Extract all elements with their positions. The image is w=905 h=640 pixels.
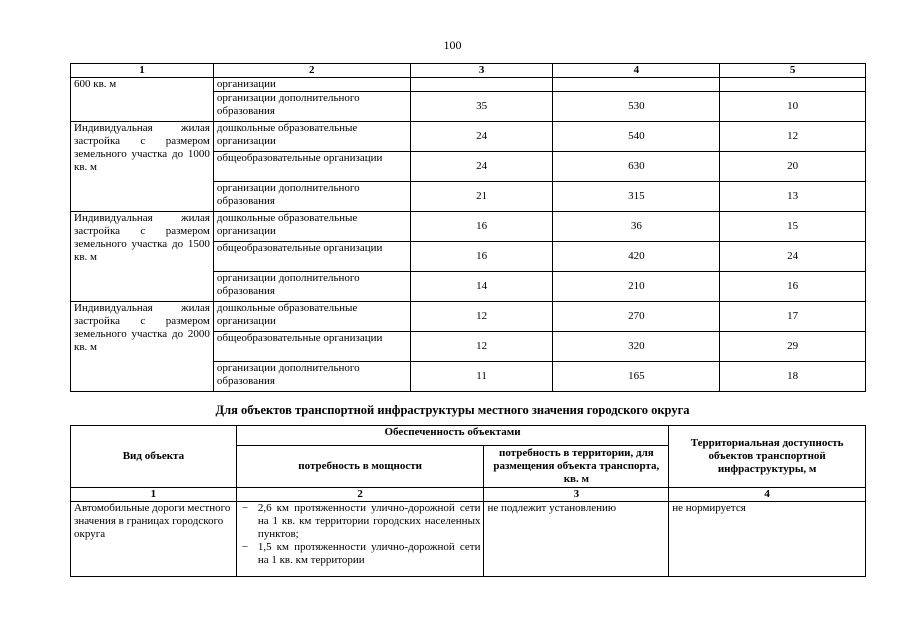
- territory-need-cell: не подлежит установлению: [484, 502, 669, 577]
- value-cell: 12: [410, 332, 553, 362]
- value-cell: 16: [720, 272, 866, 302]
- value-cell: 530: [553, 92, 720, 122]
- value-cell: 21: [410, 182, 553, 212]
- facility-type-cell: организации дополнительного образования: [213, 92, 410, 122]
- capacity-need-cell: [236, 502, 484, 577]
- facility-type-cell: общеобразовательные организации: [213, 152, 410, 182]
- facility-type-cell: организации: [213, 78, 410, 92]
- value-cell: 165: [553, 362, 720, 392]
- value-cell: 12: [720, 122, 866, 152]
- facility-type-cell: общеобразовательные организации: [213, 242, 410, 272]
- value-cell: 315: [553, 182, 720, 212]
- table-row: [71, 302, 866, 332]
- col-number: 4: [553, 64, 720, 78]
- col-number: 2: [236, 488, 484, 502]
- header-capacity-need: потребность в мощности: [236, 446, 484, 488]
- value-cell: 17: [720, 302, 866, 332]
- value-cell: 16: [410, 242, 553, 272]
- value-cell: 24: [410, 152, 553, 182]
- development-type-cell: Индивидуальная жилая застройка с размером земельного участка до 1500 кв. м: [71, 212, 214, 302]
- value-cell: 15: [720, 212, 866, 242]
- value-cell: 24: [720, 242, 866, 272]
- header-territory-need: потребность в территории, для размещения объекта транспорта, кв. м: [484, 446, 669, 488]
- header-accessibility: Территориальная доступность объектов транспортной инфраструктуры, м: [669, 426, 866, 488]
- col-number: 5: [720, 64, 866, 78]
- list-item: − 2,6 км протяженности улично-дорожной сети на 1 кв. км территории городских населенных пунктов;: [240, 502, 481, 541]
- section-title: Для объектов транспортной инфраструктуры местного значения городского округа: [215, 403, 690, 417]
- object-type-cell: Автомобильные дороги местного значения в границах городского округа: [71, 502, 237, 577]
- col-number: 1: [71, 488, 237, 502]
- development-type-cell: 600 кв. м: [71, 78, 214, 122]
- col-number: 4: [669, 488, 866, 502]
- value-cell: 420: [553, 242, 720, 272]
- table-row: [71, 122, 866, 152]
- value-cell: 13: [720, 182, 866, 212]
- value-cell: 320: [553, 332, 720, 362]
- development-type-cell: Индивидуальная жилая застройка с размером земельного участка до 2000 кв. м: [71, 302, 214, 392]
- value-cell: 630: [553, 152, 720, 182]
- column-number-row: [71, 488, 866, 502]
- facility-type-cell: организации дополнительного образования: [213, 362, 410, 392]
- facility-type-cell: дошкольные образовательные организации: [213, 212, 410, 242]
- value-cell: 10: [720, 92, 866, 122]
- col-number: 3: [410, 64, 553, 78]
- facility-type-cell: дошкольные образовательные организации: [213, 302, 410, 332]
- facility-type-cell: общеобразовательные организации: [213, 332, 410, 362]
- education-provision-table: [70, 63, 866, 392]
- column-number-row: [71, 64, 866, 78]
- col-number: 1: [71, 64, 214, 78]
- development-type-cell: Индивидуальная жилая застройка с размером земельного участка до 1000 кв. м: [71, 122, 214, 212]
- table-row: [71, 502, 866, 577]
- facility-type-cell: дошкольные образовательные организации: [213, 122, 410, 152]
- value-cell: 20: [720, 152, 866, 182]
- value-cell: 540: [553, 122, 720, 152]
- value-cell: 270: [553, 302, 720, 332]
- value-cell: 14: [410, 272, 553, 302]
- value-cell: 24: [410, 122, 553, 152]
- list-item: − 1,5 км протяженности улично-дорожной сети на 1 кв. км территории: [240, 541, 481, 567]
- value-cell: [553, 78, 720, 92]
- value-cell: 11: [410, 362, 553, 392]
- col-number: 3: [484, 488, 669, 502]
- value-cell: [410, 78, 553, 92]
- facility-type-cell: организации дополнительного образования: [213, 272, 410, 302]
- page-number: 100: [443, 38, 462, 52]
- table-row: [71, 212, 866, 242]
- transport-infrastructure-table: [70, 425, 866, 577]
- value-cell: 18: [720, 362, 866, 392]
- value-cell: 210: [553, 272, 720, 302]
- col-number: 2: [213, 64, 410, 78]
- value-cell: 29: [720, 332, 866, 362]
- table-row: [71, 78, 866, 92]
- value-cell: 16: [410, 212, 553, 242]
- accessibility-cell: не нормируется: [669, 502, 866, 577]
- header-provision: Обеспеченность объектами: [236, 426, 668, 446]
- header-object-type: Вид объекта: [71, 426, 237, 488]
- value-cell: 12: [410, 302, 553, 332]
- facility-type-cell: организации дополнительного образования: [213, 182, 410, 212]
- value-cell: 35: [410, 92, 553, 122]
- value-cell: 36: [553, 212, 720, 242]
- value-cell: [720, 78, 866, 92]
